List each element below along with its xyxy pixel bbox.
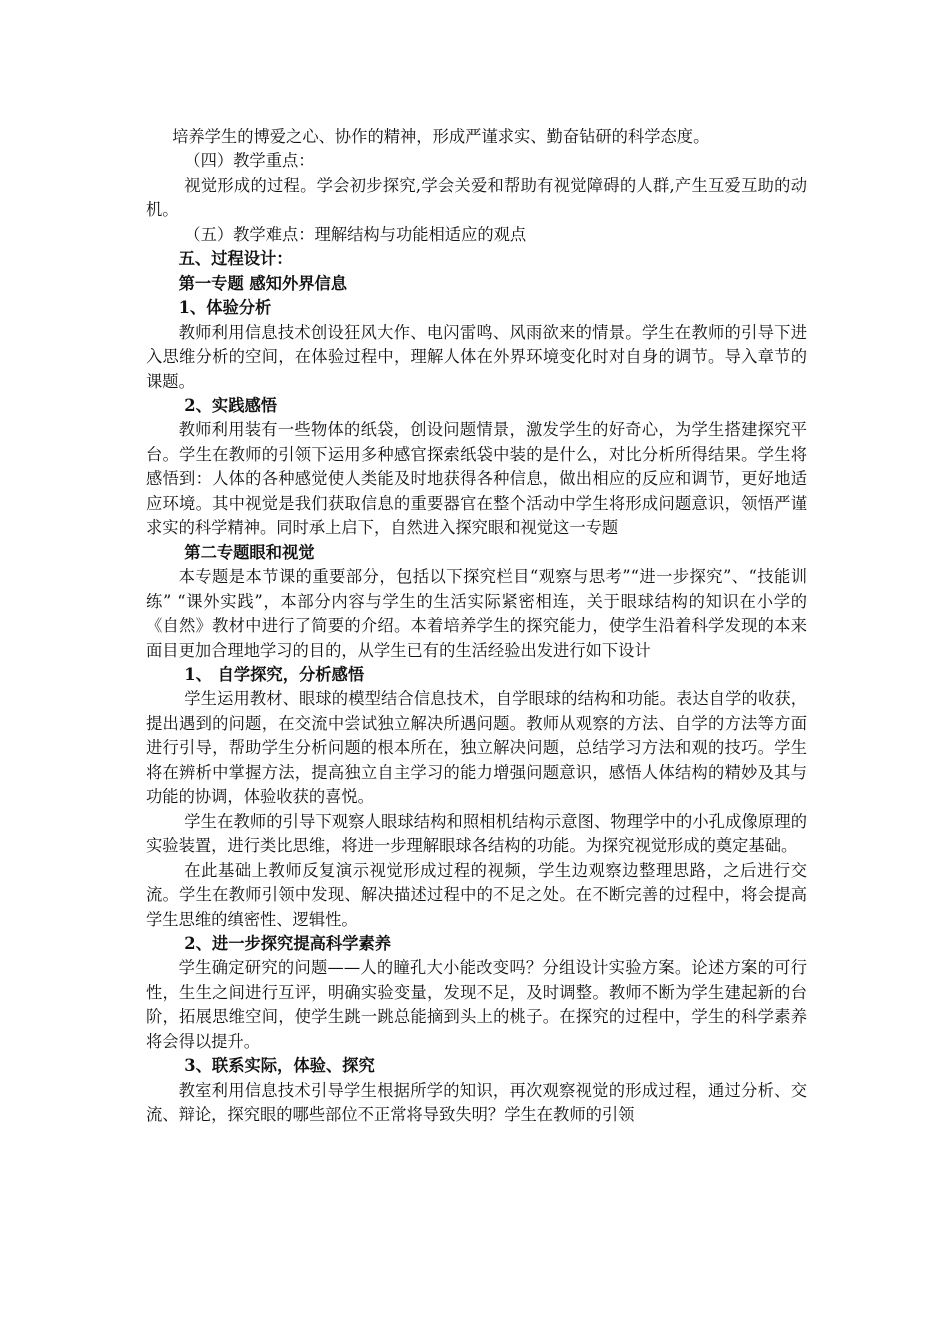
heading-topic-two: 第二专题眼和视觉 bbox=[184, 542, 315, 562]
heading-teaching-difficulty: （五）教学难点：理解结构与功能相适应的观点 bbox=[184, 224, 527, 244]
paragraph-self-study-3: 在此基础上教师反复演示视觉形成过程的视频，学生边观察边整理思路，之后进行交流。学生在教师引领中发现、解决描述过程中的不足之处。在不断完善的过程中，将会提高学生思维的缜密性、逻辑性。 bbox=[146, 860, 807, 929]
heading-connect-reality: 3、联系实际，体验、探究 bbox=[184, 1056, 375, 1076]
paragraph-self-study-2: 学生在教师的引导下观察人眼球结构和照相机结构示意图、物理学中的小孔成像原理的实验装置，进行类比思维，将进一步理解眼球各结构的功能。为探究视觉形成的奠定基础。 bbox=[146, 811, 807, 856]
paragraph-self-study-1: 学生运用教材、眼球的模型结合信息技术，自学眼球的结构和功能。表达自学的收获，提出遇到的问题，在交流中尝试独立解决所遇问题。教师从观察的方法、自学的方法等方面进行引导，帮助学生分析问题的根本所在，独立解决问题，总结学习方法和观的技巧。学生将在辨析中掌握方法，提高独立自主学习的能力增强问题意识，感悟人体结构的精妙及其与功能的协调，体验收获的喜悦。 bbox=[146, 689, 807, 807]
paragraph-attitude: 培养学生的博爱之心、协作的精神，形成严谨求实、勤奋钻研的科学态度。 bbox=[172, 127, 710, 146]
document-page bbox=[146, 125, 807, 1128]
heading-self-study: 1、 自学探究，分析感悟 bbox=[184, 664, 365, 684]
heading-practice-insight: 2、实践感悟 bbox=[184, 395, 278, 415]
heading-topic-one: 第一专题 感知外界信息 bbox=[178, 273, 348, 293]
paragraph-further-inquiry: 学生确定研究的问题——人的瞳孔大小能改变吗？分组设计实验方案。论述方案的可行性，生生之间进行互评，明确实验变量，发现不足，及时调整。教师不断为学生建起新的台阶，拓展思维空间，使学生跳一跳总能摘到头上的桃子。在探究的过程中，学生的科学素养将会得以提升。 bbox=[146, 958, 807, 1051]
paragraph-practice-insight: 教师利用装有一些物体的纸袋，创设问题情景，激发学生的好奇心，为学生搭建探究平台。学生在教师的引领下运用多种感官探索纸袋中装的是什么，对比分析所得结果。学生将感悟到：人体的各种感觉使人类能及时地获得各种信息，做出相应的反应和调节，更好地适应环境。其中视觉是我们获取信息的重要器官在整个活动中学生将形成问题意识，领悟严谨求实的科学精神。同时承上启下，自然进入探究眼和视觉这一专题 bbox=[146, 420, 807, 538]
heading-further-inquiry: 2、进一步探究提高科学素养 bbox=[184, 933, 392, 953]
heading-experience-analysis: 1、体验分析 bbox=[178, 298, 272, 318]
paragraph-topic-two: 本专题是本节课的重要部分，包括以下探究栏目“观察与思考”“进一步探究”、“技能训练” “课外实践”，本部分内容与学生的生活实际紧密相连，关于眼球结构的知识在小学的《自然》教材中进行了简要的介绍。本着培养学生的探究能力，使学生沿着科学发现的本来面目更加合理地学习的目的，从学生已有的生活经验出发进行如下设计 bbox=[146, 567, 807, 660]
heading-process-design: 五、过程设计： bbox=[178, 249, 293, 269]
paragraph-connect-reality: 教室利用信息技术引导学生根据所学的知识，再次观察视觉的形成过程，通过分析、交流、辩论，探究眼的哪些部位不正常将导致失明？学生在教师的引领 bbox=[146, 1080, 807, 1125]
paragraph-experience-analysis: 教师利用信息技术创设狂风大作、电闪雷鸣、风雨欲来的情景。学生在教师的引导下进入思维分析的空间，在体验过程中，理解人体在外界环境变化时对自身的调节。导入章节的课题。 bbox=[146, 322, 807, 391]
paragraph-teaching-focus: 视觉形成的过程。学会初步探究,学会关爱和帮助有视觉障碍的人群,产生互爱互助的动机。 bbox=[146, 175, 807, 220]
heading-teaching-focus: （四）教学重点： bbox=[184, 151, 315, 171]
